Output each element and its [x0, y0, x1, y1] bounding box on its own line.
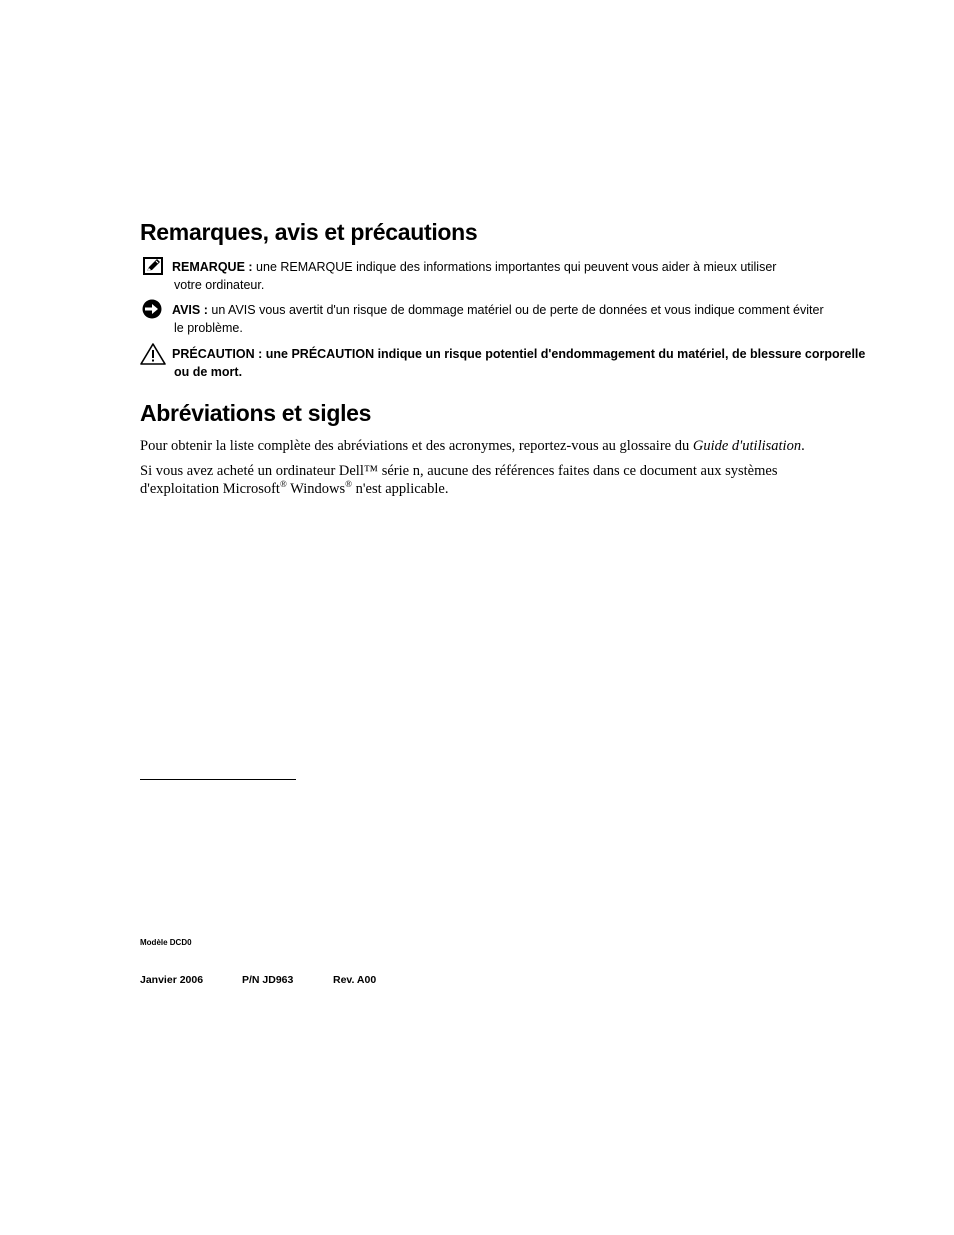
section-title-abbreviations: Abréviations et sigles: [140, 400, 372, 426]
remarque-text: une REMARQUE indique des informations importantes qui peuvent vous aider à mieux utiliser: [252, 260, 777, 274]
pencil-note-icon: [140, 256, 166, 278]
precaution-label: PRÉCAUTION :: [172, 347, 263, 361]
footer-date: Janvier 2006: [140, 974, 204, 986]
registered-mark: ®: [279, 479, 287, 489]
remarque-text-2: votre ordinateur.: [174, 278, 265, 292]
warning-triangle-icon: [140, 343, 166, 365]
footer-part-number: P/N JD963: [242, 974, 294, 986]
precaution-text-2: ou de mort.: [174, 365, 243, 379]
guide-title: Guide d'utilisation: [692, 438, 802, 454]
remarque-label: REMARQUE :: [172, 260, 253, 274]
paragraph-glossary: Pour obtenir la liste complète des abréviations et des acronymes, reportez-vous au glossaire du Guide d'utilisation.: [140, 438, 805, 454]
section-title-notes: Remarques, avis et précautions: [140, 219, 478, 245]
avis-text: un AVIS vous avertit d'un risque de dommage matériel ou de perte de données et vous indique comment éviter: [207, 303, 824, 317]
notice-arrow-icon: [140, 299, 166, 321]
model-number: Modèle DCD0: [140, 938, 192, 947]
avis-text-2: le problème.: [174, 321, 243, 335]
footer-revision: Rev. A00: [333, 974, 377, 986]
precaution-text: une PRÉCAUTION indique un risque potentiel d'endommagement du matériel, de blessure corporelle: [262, 347, 866, 361]
footnote-divider: [140, 779, 296, 780]
paragraph-windows: Si vous avez acheté un ordinateur Dell™ série n, aucune des références faites dans ce document aux systèmes d'exploitation Microsoft® Windows® n'est applicable.: [140, 463, 778, 497]
avis-label: AVIS :: [172, 303, 208, 317]
registered-mark: ®: [345, 479, 353, 489]
